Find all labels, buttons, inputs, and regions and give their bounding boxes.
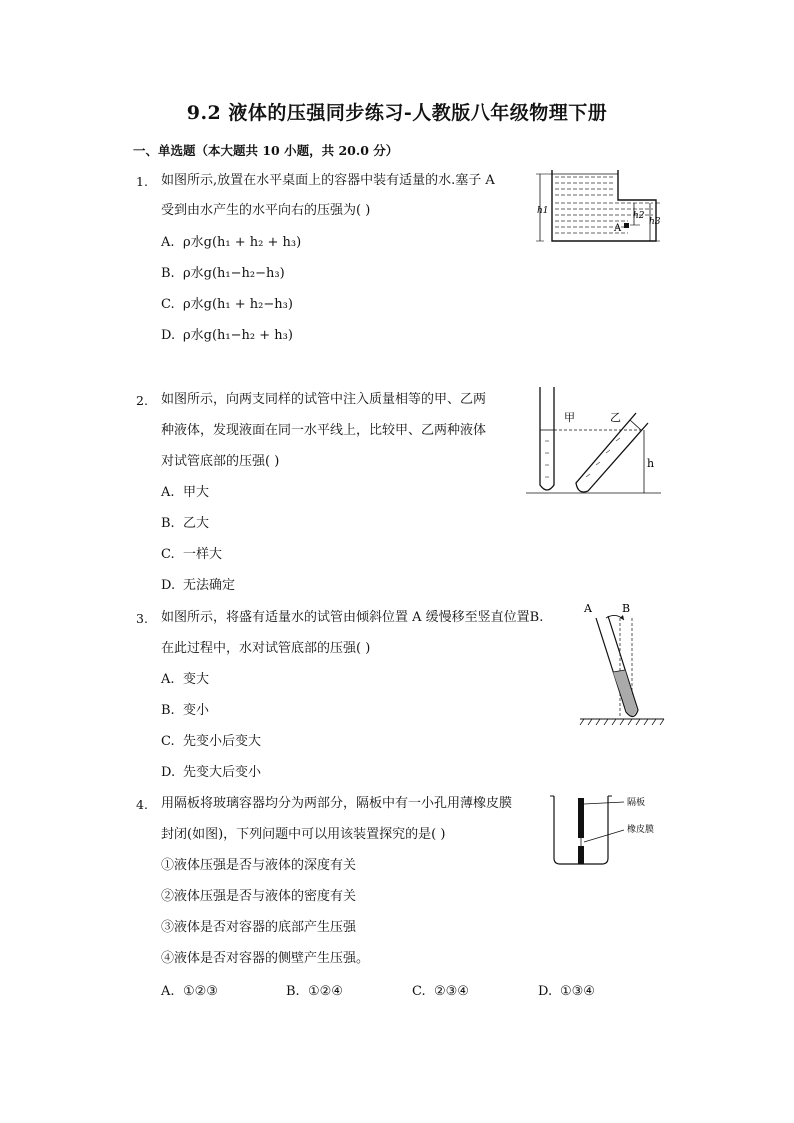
option-label: A. — [161, 984, 175, 999]
question-text: 受到由水产生的水平向右的压强为( ) — [161, 203, 371, 218]
option-label: C. — [161, 547, 175, 562]
h2-label: h2 — [633, 211, 645, 221]
question-number: 4. — [136, 797, 148, 812]
option-text: 一样大 — [183, 547, 223, 562]
option-label: B. — [161, 266, 175, 281]
option-text: ρ水g(h₁−h₂ + h₃) — [183, 328, 293, 343]
question-text: 如图所示,放置在水平桌面上的容器中装有适量的水.塞子 A — [161, 173, 495, 188]
q2-test-tubes-figure — [526, 383, 666, 498]
option-label: B. — [161, 703, 175, 718]
statement: ③液体是否对容器的底部产生压强 — [161, 920, 357, 935]
a-label: A — [614, 223, 622, 234]
h1-label: h1 — [537, 206, 549, 216]
option-label: D. — [161, 328, 176, 343]
q4-partitioned-container-figure — [548, 790, 670, 870]
b-label: B — [622, 602, 631, 615]
question-number: 2. — [136, 393, 148, 408]
statement: ④液体是否对容器的侧壁产生压强。 — [161, 951, 370, 966]
h-label: h — [647, 457, 655, 470]
h3-label: h3 — [649, 217, 661, 227]
option-label: B. — [161, 516, 175, 531]
statement: ①液体压强是否与液体的深度有关 — [161, 858, 357, 873]
option-text: 乙大 — [183, 516, 210, 531]
option-text: ρ水g(h₁ + h₂ + h₃) — [183, 235, 302, 250]
stopper-a — [624, 223, 629, 228]
option-text: ρ水g(h₁ + h₂−h₃) — [183, 297, 293, 312]
option-label: D. — [538, 984, 553, 999]
question-text: 在此过程中，水对试管底部的压强( ) — [161, 641, 371, 656]
option-label: B. — [286, 984, 300, 999]
option-text: 变小 — [183, 703, 210, 718]
question-number: 3. — [136, 611, 148, 626]
option-text: ①②③ — [183, 984, 218, 999]
question-text: 用隔板将玻璃容器均分为两部分，隔板中有一小孔用薄橡皮膜 — [161, 796, 513, 811]
question-text: 如图所示，将盛有适量水的试管由倾斜位置 A 缓慢移至竖直位置B. — [161, 610, 544, 625]
statement: ②液体压强是否与液体的密度有关 — [161, 889, 357, 904]
option-text: 甲大 — [183, 485, 210, 500]
option-label: C. — [161, 297, 175, 312]
option-text: ①②④ — [308, 984, 343, 999]
membrane-label: 橡皮膜 — [627, 825, 655, 835]
question-text: 封闭(如图)，下列问题中可以用该装置探究的是( ) — [161, 827, 446, 842]
partition-label: 隔板 — [627, 798, 646, 808]
question-number: 1. — [136, 174, 148, 189]
section-heading: 一、单选题（本大题共 10 小题，共 20.0 分） — [133, 143, 399, 158]
q3-tilted-tube-figure — [576, 600, 668, 730]
yi-label: 乙 — [610, 411, 621, 424]
question-text: 种液体，发现液面在同一水平线上，比较甲、乙两种液体 — [161, 423, 487, 438]
question-text: 如图所示，向两支同样的试管中注入质量相等的甲、乙两 — [161, 392, 487, 407]
option-text: 无法确定 — [183, 578, 236, 593]
option-text: ②③④ — [434, 984, 469, 999]
option-label: C. — [161, 734, 175, 749]
option-text: 先变小后变大 — [183, 734, 262, 749]
option-label: D. — [161, 765, 176, 780]
question-text: 对试管底部的压强( ) — [161, 454, 280, 469]
option-text: ①③④ — [560, 984, 595, 999]
option-label: D. — [161, 578, 176, 593]
option-label: A. — [161, 235, 175, 250]
page-title: 9.2 液体的压强同步练习-人教版八年级物理下册 — [186, 102, 608, 124]
option-label: C. — [412, 984, 426, 999]
option-text: 变大 — [183, 672, 210, 687]
option-label: A. — [161, 672, 175, 687]
option-label: A. — [161, 485, 175, 500]
option-text: ρ水g(h₁−h₂−h₃) — [183, 266, 285, 281]
option-text: 先变大后变小 — [183, 765, 262, 780]
a-label: A — [584, 602, 592, 615]
q1-container-figure — [530, 165, 666, 245]
jia-label: 甲 — [564, 411, 575, 424]
